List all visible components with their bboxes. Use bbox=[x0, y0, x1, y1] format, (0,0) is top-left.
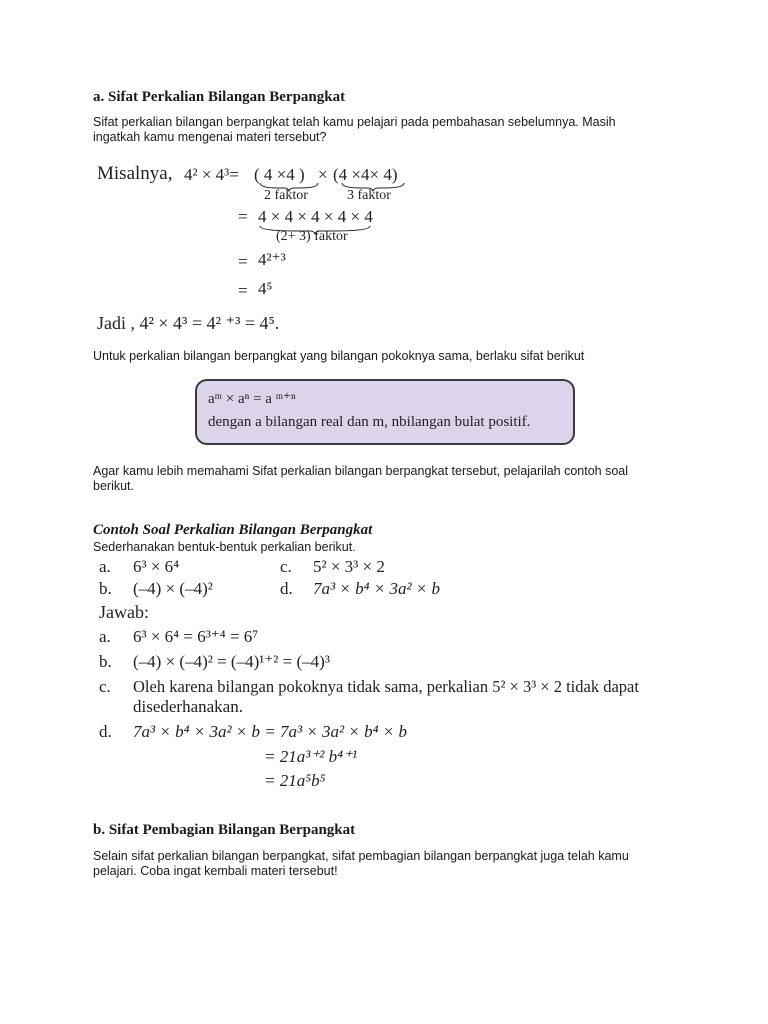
question-a-label: a. bbox=[99, 557, 111, 576]
answer-c-line2: disederhanakan. bbox=[133, 697, 243, 716]
misalnya-label: Misalnya, bbox=[97, 163, 173, 184]
answer-d-line2: = 21a³⁺² b⁴⁺¹ bbox=[264, 747, 358, 766]
answer-d-line1: 7a³ × b⁴ × 3a² × b = 7a³ × 3a² × b⁴ × b bbox=[133, 722, 408, 741]
question-b-label: b. bbox=[99, 579, 112, 598]
example-product: 4 × 4 × 4 × 4 × 4 bbox=[258, 207, 373, 226]
eq-sign-4: = bbox=[238, 281, 248, 300]
rule-box bbox=[195, 379, 575, 445]
step-power-result: 4⁵ bbox=[258, 279, 273, 298]
question-c-expr: 5² × 3³ × 2 bbox=[313, 557, 385, 576]
example-group1: ( 4 ×4 ) bbox=[254, 165, 305, 184]
section-b-intro-line1: Selain sifat perkalian bilangan berpangkat, sifat pembagian bilangan berpangkat juga telah kamu bbox=[93, 849, 629, 863]
example-lhs: 4² × 4³= bbox=[184, 165, 239, 184]
label-3-faktor: 3 faktor bbox=[347, 188, 391, 203]
example-times: × bbox=[318, 165, 328, 184]
question-a-expr: 6³ × 6⁴ bbox=[133, 557, 180, 576]
answer-d-line3: = 21a⁵b⁵ bbox=[264, 771, 326, 790]
eq-sign-2: = bbox=[238, 207, 248, 226]
answer-b-label: b. bbox=[99, 652, 112, 671]
step-power-sum: 4²⁺³ bbox=[258, 250, 286, 269]
example-group2: (4 ×4× 4) bbox=[333, 165, 398, 184]
contoh-instruction: Sederhanakan bentuk-bentuk perkalian berikut. bbox=[93, 540, 356, 554]
practice-intro-line1: Agar kamu lebih memahami Sifat perkalian bilangan berpangkat tersebut, pelajarilah contoh soal bbox=[93, 464, 629, 478]
rule-intro: Untuk perkalian bilangan berpangkat yang bilangan pokoknya sama, berlaku sifat berikut bbox=[93, 349, 585, 363]
question-c-label: c. bbox=[280, 557, 292, 576]
eq-sign-3: = bbox=[238, 252, 248, 271]
rule-formula: aᵐ × aⁿ = a ᵐ⁺ⁿ bbox=[208, 391, 296, 407]
rule-description: dengan a bilangan real dan m, nbilangan bulat positif. bbox=[208, 414, 531, 430]
section-a-intro-line2: ingatkah kamu mengenai materi tersebut? bbox=[93, 130, 327, 144]
section-a-heading: a. Sifat Perkalian Bilangan Berpangkat bbox=[93, 89, 346, 105]
answer-c-label: c. bbox=[99, 677, 111, 696]
jadi-conclusion: Jadi , 4² × 4³ = 4² ⁺³ = 4⁵. bbox=[97, 313, 280, 333]
jawab-label: Jawab: bbox=[99, 602, 149, 622]
answer-d-label: d. bbox=[99, 722, 112, 741]
answer-a: 6³ × 6⁴ = 6³⁺⁴ = 6⁷ bbox=[133, 627, 259, 646]
question-b-expr: (–4) × (–4)² bbox=[133, 579, 213, 598]
answer-a-label: a. bbox=[99, 627, 111, 646]
section-b-intro-line2: pelajari. Coba ingat kembali materi tersebut! bbox=[93, 864, 338, 878]
answer-c-line1: Oleh karena bilangan pokoknya tidak sama, perkalian 5² × 3³ × 2 tidak dapat bbox=[133, 677, 639, 696]
label-2-faktor: 2 faktor bbox=[264, 188, 308, 203]
answer-b: (–4) × (–4)² = (–4)¹⁺² = (–4)³ bbox=[133, 652, 330, 671]
practice-intro-line2: berikut. bbox=[93, 479, 134, 493]
contoh-heading: Contoh Soal Perkalian Bilangan Berpangkat bbox=[93, 522, 373, 538]
label-sum-faktor: (2+ 3) faktor bbox=[276, 229, 348, 244]
section-b-heading: b. Sifat Pembagian Bilangan Berpangkat bbox=[93, 822, 356, 838]
question-d-expr: 7a³ × b⁴ × 3a² × b bbox=[313, 579, 441, 598]
question-d-label: d. bbox=[280, 579, 293, 598]
section-a-intro-line1: Sifat perkalian bilangan berpangkat telah kamu pelajari pada pembahasan sebelumnya. Masih bbox=[93, 115, 616, 129]
